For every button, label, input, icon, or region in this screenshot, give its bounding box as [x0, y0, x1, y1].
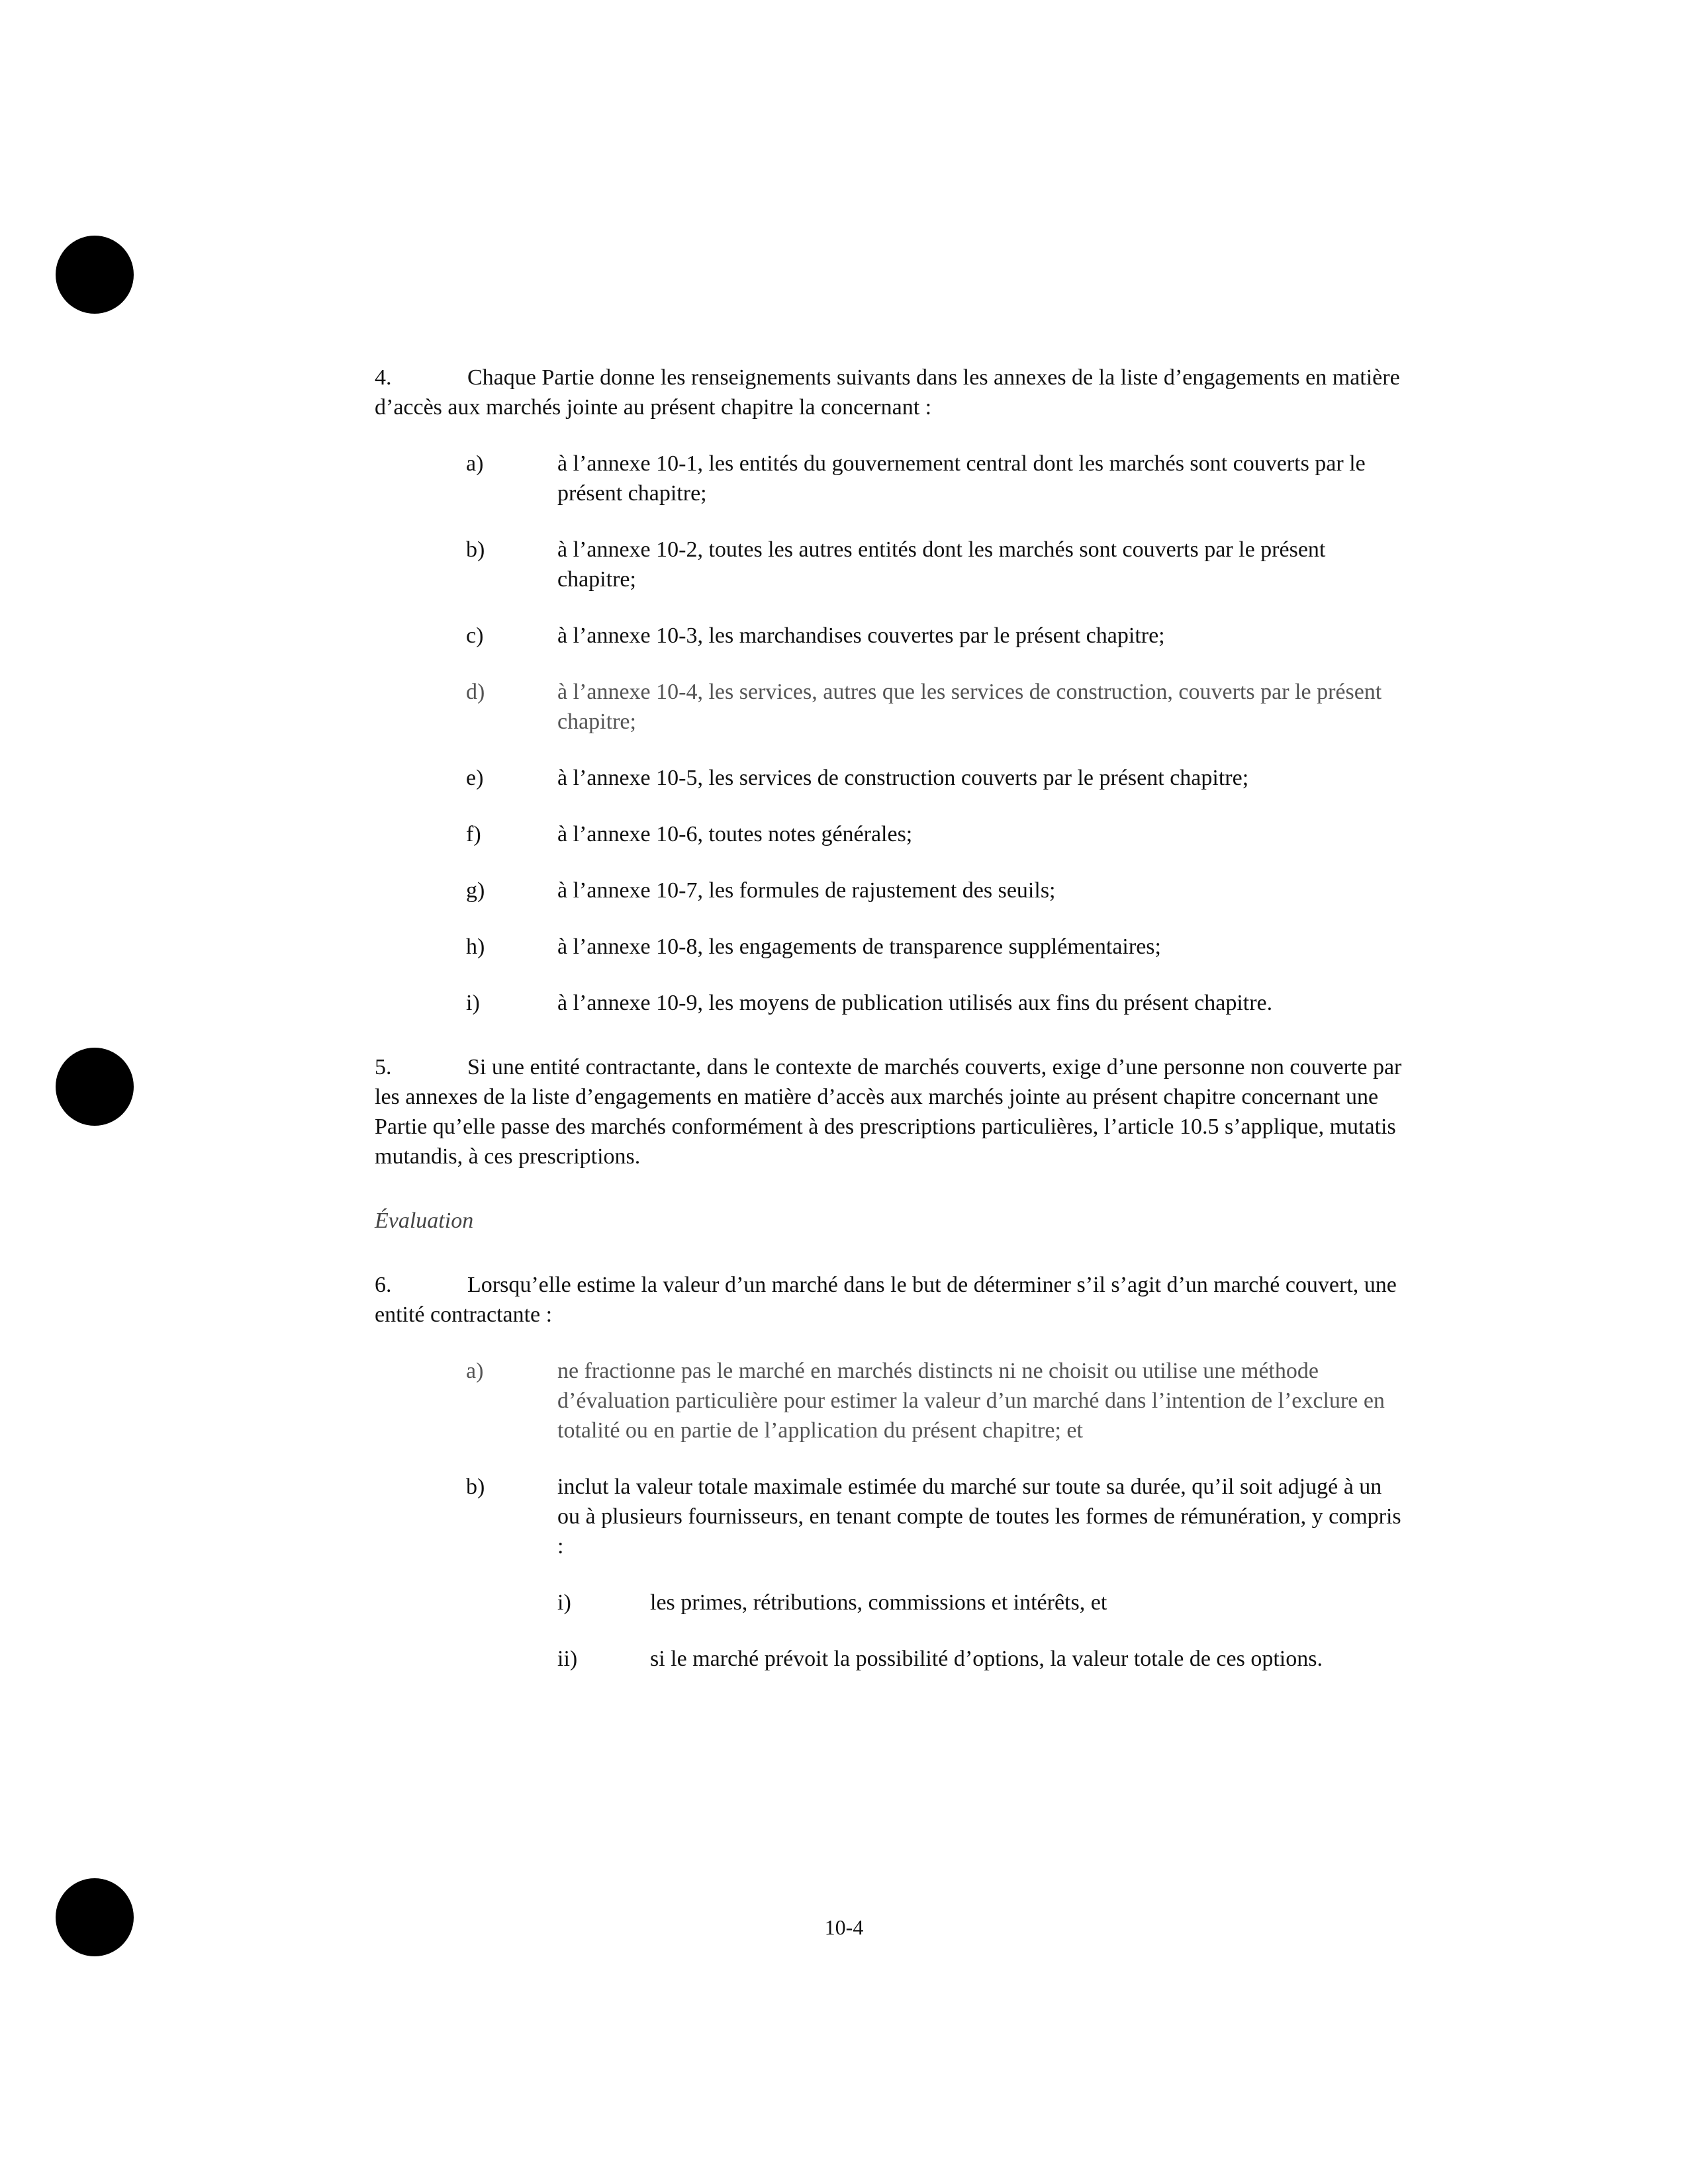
- list-item: [375, 1472, 1407, 1674]
- paragraph-4: [375, 363, 1407, 422]
- list-item: [375, 535, 1407, 594]
- list-item: [375, 988, 1407, 1018]
- list-item-text: à l’annexe 10-4, les services, autres que les services de construction, couverts par le présent chapitre;: [557, 680, 1382, 734]
- binder-hole-middle: [56, 1048, 134, 1126]
- list-item-text: inclut la valeur totale maximale estimée du marché sur toute sa durée, qu’il soit adjugé à un ou à plusieurs fournisseurs, en tenant compte de toutes les formes de rémunération, y compris :: [557, 1475, 1401, 1559]
- sub-list-item: [557, 1644, 1407, 1674]
- paragraph-number: 4.: [375, 365, 392, 390]
- list-item-label: b): [466, 537, 485, 562]
- list-item-text: à l’annexe 10-5, les services de construction couverts par le présent chapitre;: [557, 766, 1249, 790]
- list-item-text: à l’annexe 10-6, toutes notes générales;: [557, 822, 913, 846]
- sub-list-item-label: ii): [557, 1647, 578, 1671]
- paragraph-text: Si une entité contractante, dans le contexte de marchés couverts, exige d’une personne non couverte par les annexes de la liste d’engagements en matière d’accès aux marchés jointe au présent chapitre concernant une Partie qu’elle passe des marchés conformément à des prescriptions particulières, l’article 10.5 s’applique, mutatis mutandis, à ces prescriptions.: [375, 1055, 1402, 1169]
- paragraph-number: 6.: [375, 1273, 392, 1297]
- binder-hole-top: [56, 236, 134, 314]
- list-item-text: à l’annexe 10-3, les marchandises couvertes par le présent chapitre;: [557, 623, 1165, 648]
- list-item-label: e): [466, 766, 484, 790]
- list-item: [375, 677, 1407, 737]
- list-item-text: à l’annexe 10-1, les entités du gouvernement central dont les marchés sont couverts par le présent chapitre;: [557, 451, 1366, 506]
- list-item-label: a): [466, 451, 484, 476]
- list-item-label: a): [466, 1359, 484, 1383]
- list-item-label: f): [466, 822, 481, 846]
- list-item: [375, 621, 1407, 651]
- paragraph-5: [375, 1052, 1407, 1171]
- sub-list-item-label: i): [557, 1590, 571, 1615]
- list-item-text: à l’annexe 10-2, toutes les autres entités dont les marchés sont couverts par le présent chapitre;: [557, 537, 1326, 592]
- paragraph-text: Lorsqu’elle estime la valeur d’un marché dans le but de déterminer s’il s’agit d’un marché couvert, une entité contractante :: [375, 1273, 1397, 1327]
- list-item: [375, 819, 1407, 849]
- list-item-label: h): [466, 934, 485, 959]
- list-item-text: à l’annexe 10-9, les moyens de publication utilisés aux fins du présent chapitre.: [557, 991, 1273, 1015]
- list-item-label: b): [466, 1475, 485, 1499]
- sub-list-item-text: si le marché prévoit la possibilité d’options, la valeur totale de ces options.: [650, 1647, 1323, 1671]
- list-item: [375, 1356, 1407, 1445]
- document-body: [375, 363, 1407, 1674]
- paragraph-6-list: [375, 1356, 1407, 1674]
- list-item: [375, 876, 1407, 905]
- section-heading: Évaluation: [375, 1208, 474, 1233]
- paragraph-number: 5.: [375, 1055, 392, 1079]
- list-item-label: g): [466, 878, 485, 903]
- sub-list-item-text: les primes, rétributions, commissions et intérêts, et: [650, 1590, 1107, 1615]
- list-item-text: ne fractionne pas le marché en marchés distincts ni ne choisit ou utilise une méthode d’évaluation particulière pour estimer la valeur d’un marché dans l’intention de l’exclure en totalité ou en partie de l’application du présent chapitre; et: [557, 1359, 1385, 1443]
- list-item: [375, 763, 1407, 793]
- sub-list-item: [557, 1588, 1407, 1617]
- list-item-text: à l’annexe 10-8, les engagements de transparence supplémentaires;: [557, 934, 1161, 959]
- paragraph-6: [375, 1270, 1407, 1330]
- page-number: 10-4: [824, 1915, 864, 1939]
- list-item: [375, 932, 1407, 962]
- list-item: [375, 449, 1407, 508]
- sub-list: [557, 1588, 1407, 1674]
- list-item-label: c): [466, 623, 484, 648]
- paragraph-text: Chaque Partie donne les renseignements suivants dans les annexes de la liste d’engagements en matière d’accès aux marchés jointe au présent chapitre la concernant :: [375, 365, 1400, 420]
- list-item-label: d): [466, 680, 485, 704]
- list-item-label: i): [466, 991, 480, 1015]
- paragraph-4-list: [375, 449, 1407, 1018]
- list-item-text: à l’annexe 10-7, les formules de rajustement des seuils;: [557, 878, 1056, 903]
